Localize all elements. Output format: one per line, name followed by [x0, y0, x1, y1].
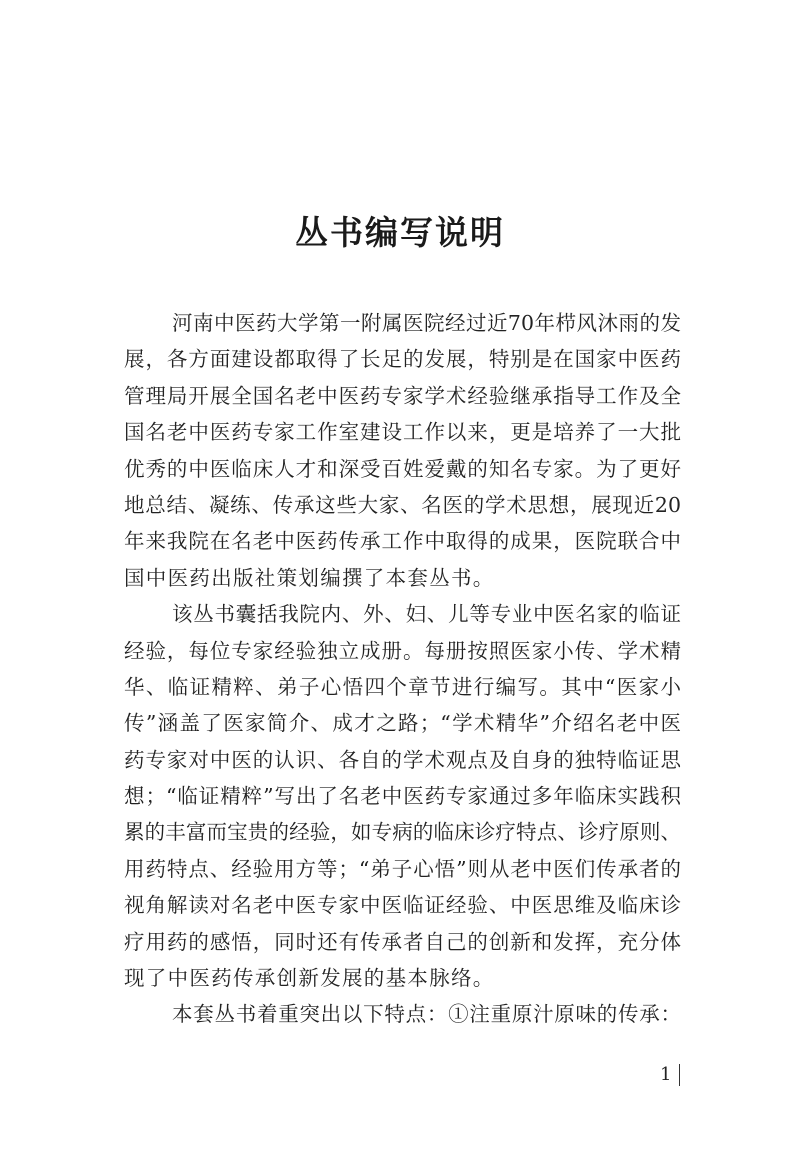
text-line: 现了中医药传承创新发展的基本脉络。 — [124, 966, 495, 991]
text-line: 华、临证精粹、弟子心悟四个章节进行编写。其中“医家小 — [124, 674, 681, 699]
paragraph-3 — [124, 996, 681, 1032]
text-line: 经验，每位专家经验独立成册。每册按照医家小传、学术精 — [124, 638, 681, 663]
page-title: 丛书编写说明 — [295, 213, 505, 252]
text-line: 本套丛书着重突出以下特点：①注重原汁原味的传承： — [172, 1002, 681, 1027]
page-number-divider — [679, 1064, 680, 1086]
text-line: 药专家对中医的认识、各自的学术观点及自身的独特临证思 — [124, 747, 681, 772]
text-line: 视角解读对名老中医专家中医临证经验、中医思维及临床诊 — [124, 893, 681, 918]
text-line: 年来我院在名老中医药传承工作中取得的成果，医院联合中 — [124, 529, 681, 554]
text-line: 管理局开展全国名老中医药专家学术经验继承指导工作及全 — [124, 383, 681, 408]
text-line: 国名老中医药专家工作室建设工作以来，更是培养了一大批 — [124, 420, 681, 445]
text-line: 地总结、凝练、传承这些大家、名医的学术思想，展现近20 — [124, 492, 681, 517]
text-line: 用药特点、经验用方等；“弟子心悟”则从老中医们传承者的 — [124, 856, 681, 881]
text-line: 展，各方面建设都取得了长足的发展，特别是在国家中医药 — [124, 347, 681, 372]
text-line: 传”涵盖了医家简介、成才之路；“学术精华”介绍名老中医 — [124, 711, 681, 736]
text-line: 国中医药出版社策划编撰了本套丛书。 — [124, 565, 495, 590]
paragraph-2 — [124, 596, 681, 996]
text-line: 优秀的中医临床人才和深受百姓爱戴的知名专家。为了更好 — [124, 456, 681, 481]
page-number: 1 — [660, 1064, 672, 1085]
text-line: 想；“临证精粹”写出了名老中医药专家通过多年临床实践积 — [124, 784, 681, 809]
paragraph-1 — [124, 305, 681, 596]
text-line: 河南中医药大学第一附属医院经过近70年栉风沐雨的发 — [172, 311, 681, 335]
text-line: 累的丰富而宝贵的经验，如专病的临床诊疗特点、诊疗原则、 — [124, 820, 681, 845]
text-line: 该丛书囊括我院内、外、妇、儿等专业中医名家的临证 — [172, 602, 681, 627]
body-text — [124, 305, 681, 1033]
text-line: 疗用药的感悟，同时还有传承者自己的创新和发挥，充分体 — [124, 929, 681, 954]
